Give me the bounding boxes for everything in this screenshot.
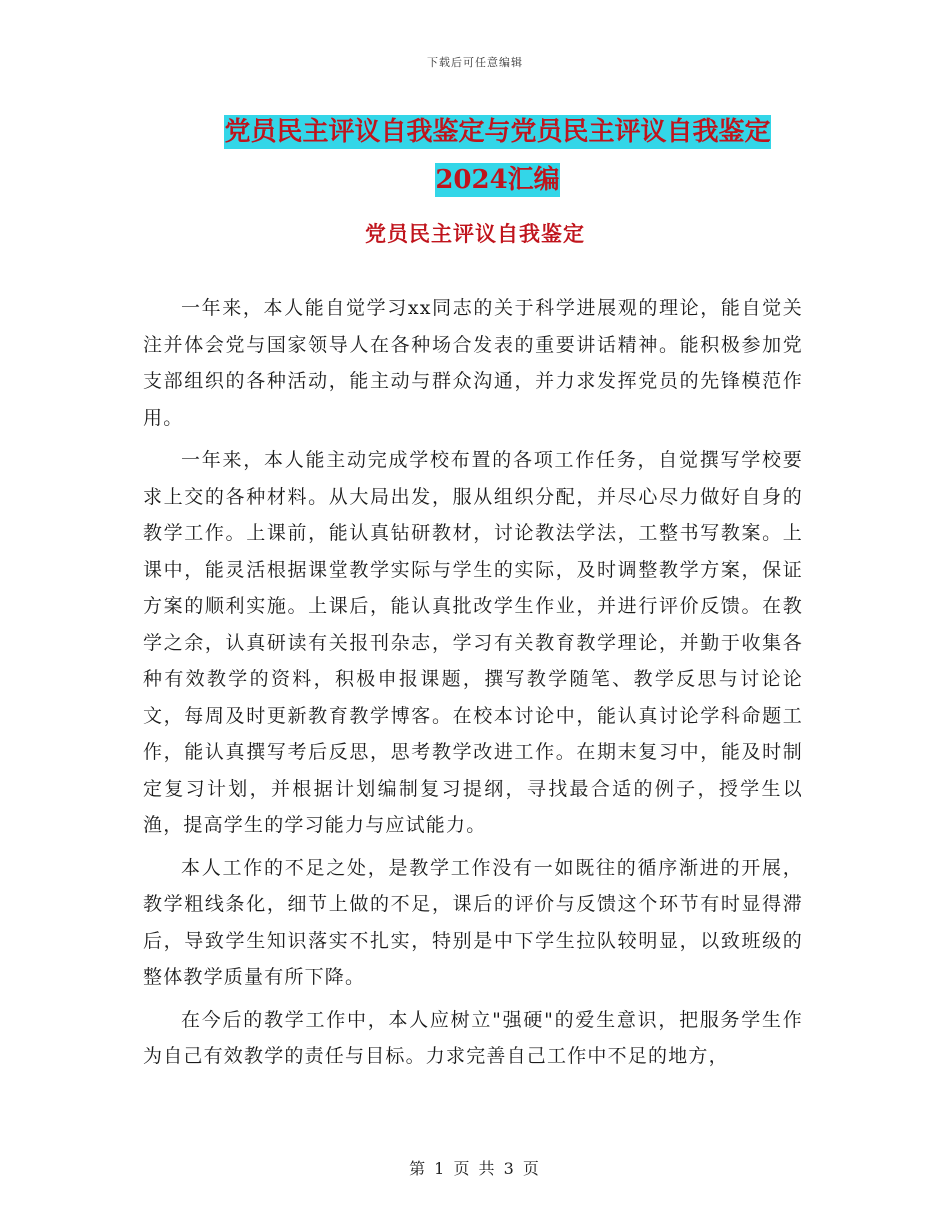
- paragraph: 一年来，本人能自觉学习xx同志的关于科学进展观的理论，能自觉关注并体会党与国家领导人在各种场合发表的重要讲话精神。能积极参加党支部组织的各种活动，能主动与群众沟通，并力求发挥党员的先锋模范作用。: [143, 297, 803, 429]
- document-title: [190, 108, 805, 204]
- document-body: [143, 290, 803, 1081]
- page-header-note: 下载后可任意编辑: [427, 56, 523, 69]
- page-number: 第 1 页 共 3 页: [409, 1159, 541, 1178]
- document-title-text: 党员民主评议自我鉴定与党员民主评议自我鉴定2024汇编: [224, 117, 771, 195]
- paragraph: 在今后的教学工作中，本人应树立"强硬"的爱生意识，把服务学生作为自己有效教学的责任与目标。力求完善自己工作中不足的地方，: [143, 1008, 803, 1067]
- paragraph: 一年来，本人能主动完成学校布置的各项工作任务，自觉撰写学校要求上交的各种材料。从大局出发，服从组织分配，并尽心尽力做好自身的教学工作。上课前，能认真钻研教材，讨论教法学法，工整书写教案。上课中，能灵活根据课堂教学实际与学生的实际，及时调整教学方案，保证方案的顺利实施。上课后，能认真批改学生作业，并进行评价反馈。在教学之余，认真研读有关报刊杂志，学习有关教育教学理论，并勤于收集各种有效教学的资料，积极申报课题，撰写教学随笔、教学反思与讨论论文，每周及时更新教育教学博客。在校本讨论中，能认真讨论学科命题工作，能认真撰写考后反思，思考教学改进工作。在期末复习中，能及时制定复习计划，并根据计划编制复习提纲，寻找最合适的例子，授学生以渔，提高学生的学习能力与应试能力。: [143, 449, 803, 836]
- section-title: 党员民主评议自我鉴定: [365, 221, 585, 246]
- paragraph: 本人工作的不足之处，是教学工作没有一如既往的循序渐进的开展，教学粗线条化，细节上做的不足，课后的评价与反馈这个环节有时显得滞后，导致学生知识落实不扎实，特别是中下学生拉队较明显，以致班级的整体教学质量有所下降。: [143, 856, 803, 988]
